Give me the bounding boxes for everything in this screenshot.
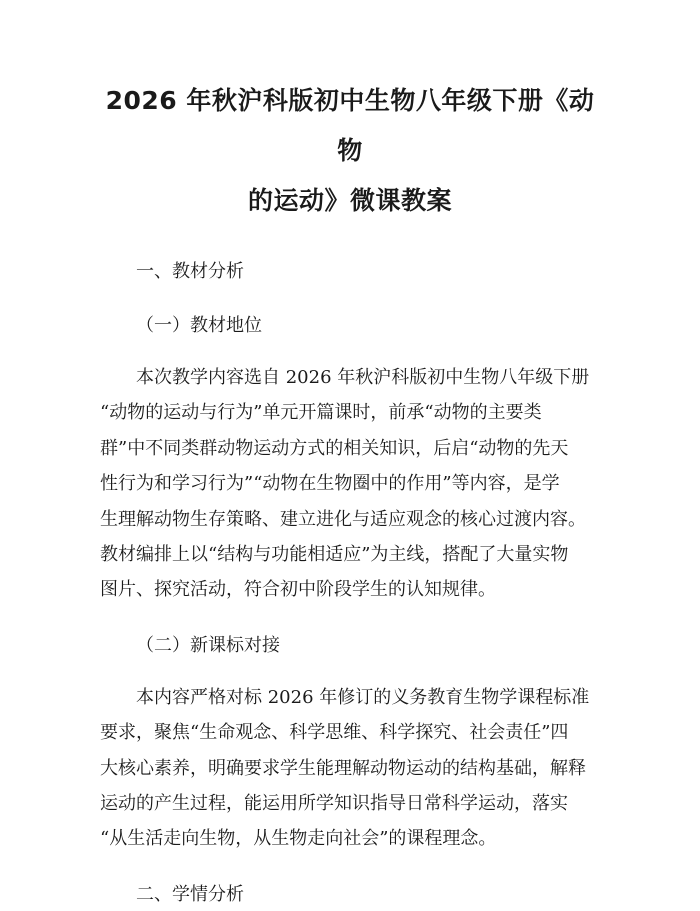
paragraph-line: 本次教学内容选自 2026 年秋沪科版初中生物八年级下册 xyxy=(136,367,590,388)
paragraph-line: 大核心素养，明确要求学生能理解动物运动的结构基础，解释 xyxy=(100,757,586,779)
paragraph-line: “从生活走向生物，从生物走向社会”的课程理念。 xyxy=(100,828,497,850)
paragraph-line: 本内容严格对标 2026 年修订的义务教育生物学课程标准 xyxy=(136,686,590,708)
title-line-1: 2026 年秋沪科版初中生物八年级下册《动物 xyxy=(105,86,595,165)
subsection-heading-curriculum-alignment: （二）新课标对接 xyxy=(136,634,280,656)
paragraph-textbook-position xyxy=(100,360,600,608)
paragraph-curriculum-alignment xyxy=(100,680,600,857)
paragraph-line: 生理解动物生存策略、建立进化与适应观念的核心过渡内容。 xyxy=(100,508,586,530)
paragraph-line: 性行为和学习行为”“动物在生物圈中的作用”等内容，是学 xyxy=(100,473,560,495)
section-heading-textbook-analysis: 一、教材分析 xyxy=(136,261,244,282)
paragraph-line: 运动的产生过程，能运用所学知识指导日常科学运动，落实 xyxy=(100,793,568,815)
title-line-2: 的运动》微课教案 xyxy=(247,186,452,215)
paragraph-line: 群”中不同类群动物运动方式的相关知识，后启“动物的先天 xyxy=(100,437,569,459)
paragraph-line: 教材编排上以“结构与功能相适应”为主线，搭配了大量实物 xyxy=(100,544,569,566)
paragraph-line: 图片、探究活动，符合初中阶段学生的认知规律。 xyxy=(100,579,496,601)
document-title xyxy=(100,76,600,226)
subsection-heading-textbook-position: （一）教材地位 xyxy=(136,315,262,336)
paragraph-line: 要求，聚焦“生命观念、科学思维、科学探究、社会责任”四 xyxy=(100,722,569,744)
section-heading-learner-analysis: 二、学情分析 xyxy=(136,883,244,905)
paragraph-line: “动物的运动与行为”单元开篇课时，前承“动物的主要类 xyxy=(100,402,542,424)
